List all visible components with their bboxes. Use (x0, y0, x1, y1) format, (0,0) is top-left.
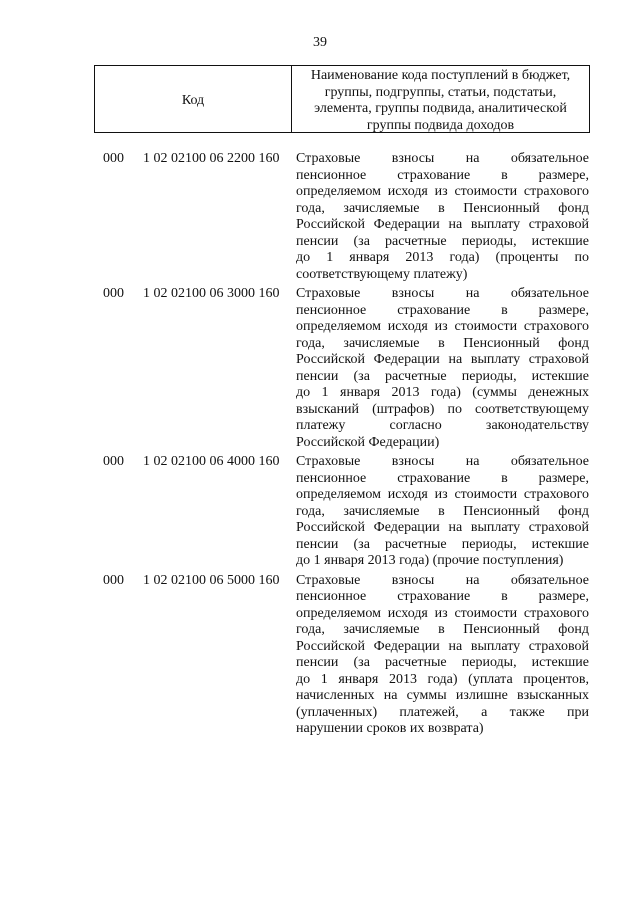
description-line: года, зачисляемые в Пенсионный фонд (296, 335, 589, 351)
description-line: определяемом исходя из стоимости страхового (296, 605, 589, 621)
admin-code: 000 (103, 572, 124, 588)
description-line: соответствующему платежу) (296, 266, 468, 282)
description-line: пенсионное страхование в размере, (296, 470, 589, 486)
description-line: до 1 января 2013 года) (суммы денежных (296, 385, 589, 400)
description-line: пенсии (за расчетные периоды, истекшие (296, 233, 589, 249)
description-line: пенсионное страхование в размере, (296, 302, 589, 318)
description-line: (уплаченных) платежей, а также при (296, 704, 589, 720)
row-code (103, 454, 296, 570)
table-row (103, 573, 589, 738)
row-description (296, 454, 589, 570)
header-name-line: Наименование кода поступлений в бюджет, (310, 68, 571, 83)
header-code-cell: Код (95, 66, 292, 132)
description-line: до 1 января 2013 года) (проценты по (296, 250, 589, 265)
description-line: до 1 января 2013 года) (уплата процентов, (296, 671, 589, 687)
table-row (103, 286, 589, 451)
description-line: определяемом исходя из стоимости страхового (296, 319, 589, 334)
description-line: года, зачисляемые в Пенсионный фонд (296, 503, 589, 519)
table-row (103, 454, 589, 570)
admin-code: 000 (103, 151, 124, 166)
revenue-code-list (103, 151, 589, 741)
description-line: Страховые взносы на обязательное (296, 286, 589, 301)
revenue-code: 1 02 02100 06 5000 160 (143, 572, 280, 588)
header-name-cell (292, 66, 589, 132)
revenue-code: 1 02 02100 06 4000 160 (143, 454, 280, 469)
row-description (296, 573, 589, 738)
header-name-line: группы подвида доходов (366, 117, 515, 133)
description-line: Российской Федерации на выплату страховой (296, 217, 589, 232)
header-name-line: элемента, группы подвида, аналитической (314, 101, 567, 116)
revenue-code: 1 02 02100 06 3000 160 (143, 286, 280, 301)
admin-code: 000 (103, 286, 124, 301)
row-description (296, 151, 589, 283)
header-name-line: группы, подгруппы, статьи, подстатьи, (324, 84, 557, 100)
description-line: Российской Федерации на выплату страховой (296, 520, 589, 535)
description-line: пенсии (за расчетные периоды, истекшие (296, 536, 589, 552)
page-number: 39 (313, 35, 327, 50)
description-line: Российской Федерации на выплату страховой (296, 638, 589, 654)
description-line: нарушении сроков их возврата) (296, 721, 484, 736)
description-line: Страховые взносы на обязательное (296, 572, 589, 588)
table-row (103, 151, 589, 283)
description-line: пенсии (за расчетные периоды, истекшие (296, 655, 589, 670)
revenue-code: 1 02 02100 06 2200 160 (143, 151, 280, 166)
row-code (103, 151, 296, 283)
admin-code: 000 (103, 454, 124, 469)
description-line: начисленных на суммы излишне взысканных (296, 688, 589, 703)
description-line: Российской Федерации) (296, 434, 440, 450)
description-line: определяемом исходя из стоимости страхового (296, 184, 589, 199)
description-line: года, зачисляемые в Пенсионный фонд (296, 200, 589, 216)
row-description (296, 286, 589, 451)
description-line: до 1 января 2013 года) (прочие поступления) (296, 553, 564, 568)
description-line: пенсионное страхование в размере, (296, 589, 589, 604)
description-line: Страховые взносы на обязательное (296, 454, 589, 469)
description-line: взысканий (штрафов) по соответствующему (296, 401, 589, 417)
description-line: пенсии (за расчетные периоды, истекшие (296, 368, 589, 384)
description-line: Страховые взносы на обязательное (296, 151, 589, 166)
description-line: года, зачисляемые в Пенсионный фонд (296, 622, 589, 637)
row-code (103, 573, 296, 738)
table-header (94, 65, 590, 133)
description-line: определяемом исходя из стоимости страхового (296, 487, 589, 502)
description-line: Российской Федерации на выплату страховой (296, 352, 589, 367)
description-line: пенсионное страхование в размере, (296, 167, 589, 183)
description-line: платежу согласно законодательству (296, 418, 589, 433)
row-code (103, 286, 296, 451)
